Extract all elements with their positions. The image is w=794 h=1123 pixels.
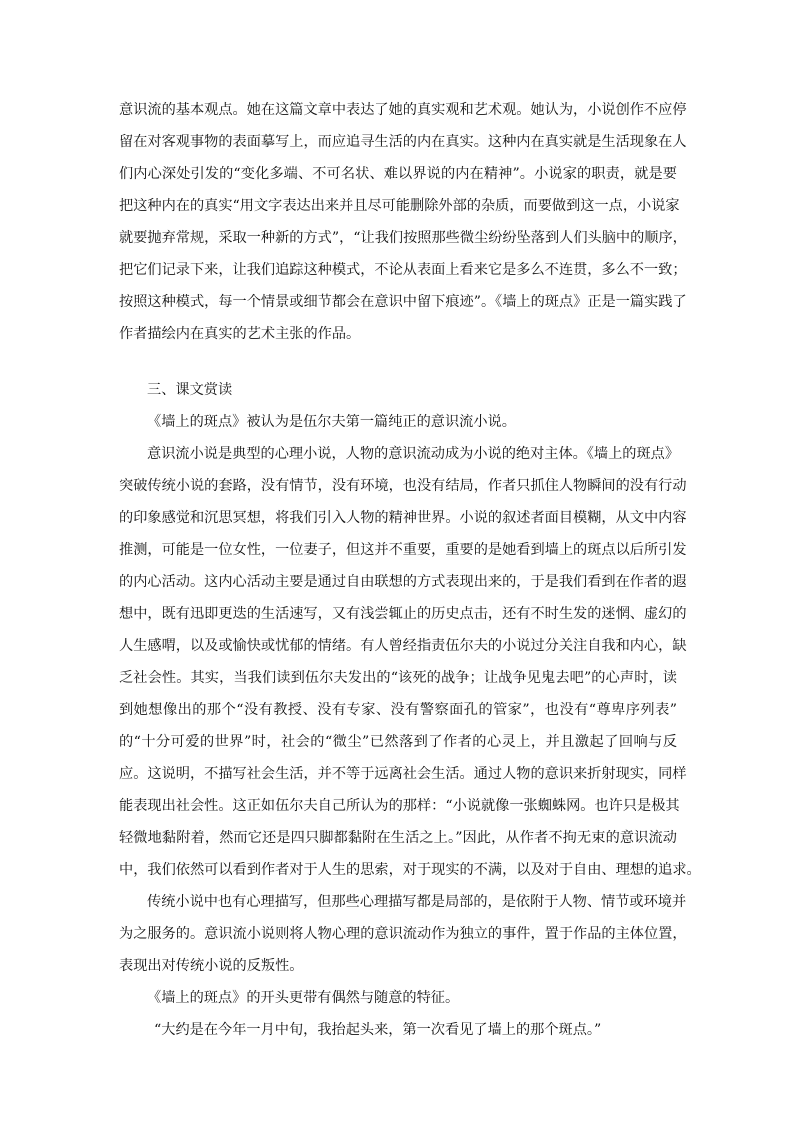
paragraph-artistic-view — [119, 94, 687, 350]
section-gap — [119, 350, 677, 374]
text-line: 们内心深处引发的“变化多端、不可名状、难以界说的内在精神”。小说家的职责，就是要 — [119, 166, 677, 182]
text-line: 意识流的基本观点。她在这篇文章中表达了她的真实观和艺术观。她认为，小说创作不应停 — [119, 102, 687, 118]
text-line: 作者描绘内在真实的艺术主张的作品。 — [119, 326, 361, 342]
text-line: 的印象感觉和沉思冥想，将我们引入人物的精神世界。小说的叙述者面目模糊，从文中内容 — [119, 510, 687, 526]
paragraph-opening: 《墙上的斑点》的开头更带有偶然与随意的特征。 — [147, 990, 460, 1006]
text-line: 按照这种模式，每一个情景或细节都会在意识中留下痕迹”。《墙上的斑点》正是一篇实践了 — [119, 294, 687, 310]
document-page — [119, 94, 701, 1046]
text-line: 人生感喟，以及或愉快或忧郁的情绪。有人曾经指责伍尔夫的小说过分关注自我和内心，缺 — [119, 638, 687, 654]
text-line: 能表现出社会性。这正如伍尔夫自己所认为的那样：“小说就像一张蜘蛛网。也许只是极其 — [119, 798, 680, 814]
text-line: 意识流小说是典型的心理小说，人物的意识流动成为小说的绝对主体。《墙上的斑点》 — [147, 446, 680, 462]
text-line: 推测，可能是一位女性，一位妻子，但这并不重要，重要的是她看到墙上的斑点以后所引发 — [119, 542, 687, 558]
text-line: 留在对客观事物的表面摹写上，而应追寻生活的内在真实。这种内在真实就是生活现象在人 — [119, 134, 687, 150]
text-line: 把它们记录下来，让我们追踪这种模式，不论从表面上看来它是多么不连贯，多么不一致； — [119, 262, 687, 278]
text-line: 到她想像出的那个“没有教授、没有专家、没有警察面孔的管家”，也没有“尊卑序列表” — [119, 702, 677, 718]
paragraph-traditional-novel — [119, 886, 687, 982]
section-heading: 三、课文赏读 — [147, 382, 233, 398]
text-line: 突破传统小说的套路，没有情节，没有环境，也没有结局，作者只抓住人物瞬间的没有行动 — [119, 478, 687, 494]
quote-line: “大约是在今年一月中旬，我抬起头来，第一次看见了墙上的那个斑点。” — [154, 1022, 602, 1038]
text-line: 传统小说中也有心理描写，但那些心理描写都是局部的，是依附于人物、情节或环境并 — [147, 894, 687, 910]
text-line: 表现出对传统小说的反叛性。 — [119, 958, 304, 974]
text-line: 乏社会性。其实，当我们读到伍尔夫发出的“该死的战争；让战争见鬼去吧”的心声时，读 — [119, 670, 677, 686]
text-line: 把这种内在的真实“用文字表达出来并且尽可能删除外部的杂质，而要做到这一点，小说家 — [119, 198, 680, 214]
text-line: 为之服务的。意识流小说则将人物心理的意识流动作为独立的事件，置于作品的主体位置， — [119, 926, 687, 942]
intro-line: 《墙上的斑点》被认为是伍尔夫第一篇纯正的意识流小说。 — [147, 414, 516, 430]
text-line: 中，我们依然可以看到作者对于人生的思索，对于现实的不满，以及对于自由、理想的追求。 — [119, 862, 701, 878]
text-line: 的“十分可爱的世界”时，社会的“微尘”已然落到了作者的心灵上，并且激起了回响与反 — [119, 734, 677, 750]
text-line: 的内心活动。这内心活动主要是通过自由联想的方式表现出来的，于是我们看到在作者的遐 — [119, 574, 687, 590]
text-line: 应。这说明，不描写社会生活，并不等于远离社会生活。通过人物的意识来折射现实，同样 — [119, 766, 687, 782]
text-line: 想中，既有迅即更迭的生活速写，又有浅尝辄止的历史点击，还有不时生发的迷惘、虚幻的 — [119, 606, 687, 622]
paragraph-stream-of-consciousness — [119, 438, 701, 886]
text-line: 就要抛弃常规，采取一种新的方式”，“让我们按照那些微尘纷纷坠落到人们头脑中的顺序， — [119, 230, 687, 246]
text-line: 轻微地黏附着，然而它还是四只脚都黏附在生活之上。”因此，从作者不拘无束的意识流动 — [119, 830, 677, 846]
